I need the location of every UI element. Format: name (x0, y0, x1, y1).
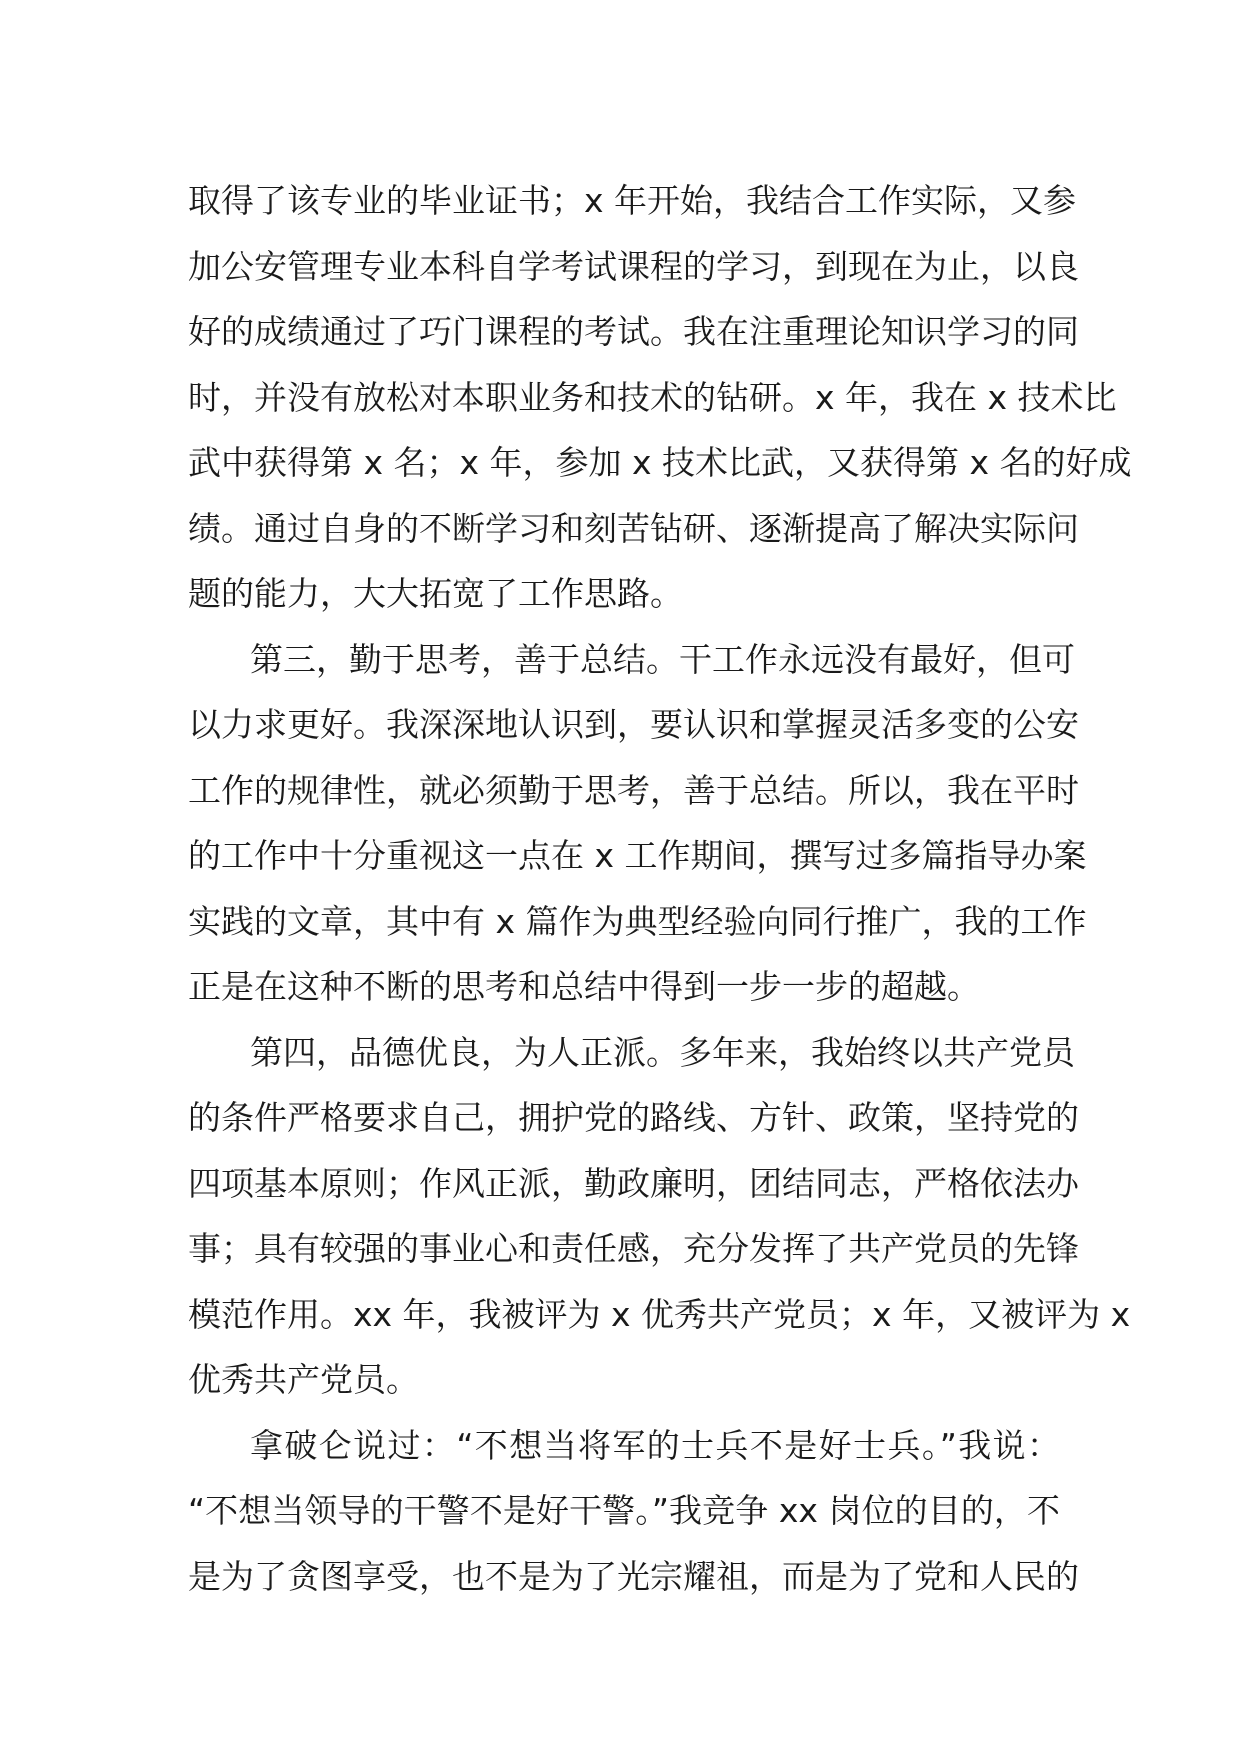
text-line: 正是在这种不断的思考和总结中得到一步一步的超越。 (188, 967, 980, 1006)
text-line: 事；具有较强的事业心和责任感，充分发挥了共产党员的先锋 (188, 1229, 1079, 1268)
text-line: “不想当领导的干警不是好干警。”我竞争 xx 岗位的目的，不 (188, 1491, 1060, 1530)
text-line: 的条件严格要求自己，拥护党的路线、方针、政策，坚持党的 (188, 1098, 1079, 1137)
text-line: 加公安管理专业本科自学考试课程的学习，到现在为止，以良 (188, 246, 1079, 286)
text-line: 拿破仑说过：“不想当将军的士兵不是好士兵。”我说： (250, 1425, 1060, 1465)
text-line: 实践的文章，其中有 x 篇作为典型经验向同行推广，我的工作 (188, 901, 1087, 941)
text-line: 第三，勤于思考，善于总结。干工作永远没有最好，但可 (250, 639, 1075, 679)
text-line: 的工作中十分重视这一点在 x 工作期间，撰写过多篇指导办案 (188, 836, 1087, 875)
text-line: 优秀共产党员。 (188, 1360, 419, 1399)
document-body (188, 168, 1132, 1609)
text-line: 绩。通过自身的不断学习和刻苦钻研、逐渐提高了解决实际问 (188, 508, 1079, 548)
text-line: 模范作用。xx 年，我被评为 x 优秀共产党员；x 年，又被评为 x (188, 1294, 1131, 1334)
text-line: 题的能力，大大拓宽了工作思路。 (188, 574, 683, 613)
text-line: 四项基本原则；作风正派，勤政廉明，团结同志，严格依法办 (188, 1163, 1079, 1203)
text-line: 是为了贪图享受，也不是为了光宗耀祖，而是为了党和人民的 (188, 1556, 1079, 1596)
text-line: 好的成绩通过了巧门课程的考试。我在注重理论知识学习的同 (188, 312, 1079, 351)
text-line: 以力求更好。我深深地认识到，要认识和掌握灵活多变的公安 (188, 705, 1079, 744)
text-line: 第四，品德优良，为人正派。多年来，我始终以共产党员 (250, 1032, 1075, 1072)
text-line: 时，并没有放松对本职业务和技术的钻研。x 年，我在 x 技术比 (188, 377, 1117, 417)
text-line: 武中获得第 x 名；x 年，参加 x 技术比武，又获得第 x 名的好成 (188, 443, 1132, 482)
text-line: 工作的规律性，就必须勤于思考，善于总结。所以，我在平时 (188, 770, 1079, 810)
text-line: 取得了该专业的毕业证书；x 年开始，我结合工作实际，又参 (188, 181, 1077, 220)
